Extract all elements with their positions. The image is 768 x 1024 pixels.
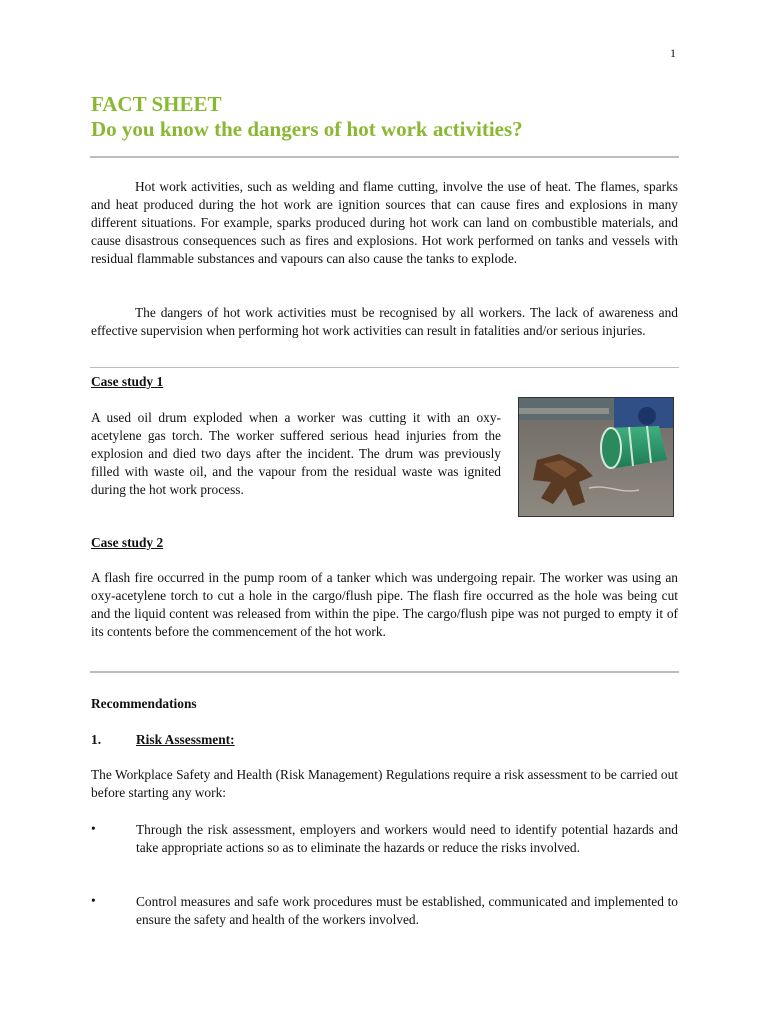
recommendation-1-heading bbox=[91, 731, 235, 749]
case-study-1-photo bbox=[518, 397, 674, 517]
page-title bbox=[91, 92, 691, 142]
divider-top bbox=[90, 156, 679, 158]
recommendation-1-number: 1. bbox=[91, 732, 102, 747]
intro-paragraph-1: Hot work activities, such as welding and flame cutting, involve the use of heat. The flames, sparks and heat produced during the hot work are ignition sources that can cause fires and explosions in many different situations. For example, sparks produced during hot work can land on combustible materials, and cause disastrous consequences such as fires and explosions. Hot work performed on tanks and vessels with residual flammable substances and vapours can also cause the tanks to explode. bbox=[91, 179, 678, 266]
title-fact-sheet: FACT SHEET bbox=[91, 92, 222, 116]
page-number: 1 bbox=[670, 46, 676, 60]
case-study-1-text: A used oil drum exploded when a worker was cutting it with an oxy-acetylene gas torch. The worker suffered serious head injuries from the explosion and died two days after the incident. The drum was previously filled with waste oil, and the vapour from the residual waste was ignited during the hot work process. bbox=[91, 410, 501, 497]
risk-assessment-intro: The Workplace Safety and Health (Risk Management) Regulations require a risk assessment to be carried out before starting any work: bbox=[91, 767, 678, 800]
recommendation-1-title: Risk Assessment: bbox=[136, 732, 235, 747]
bullet-2-marker: • bbox=[91, 893, 96, 908]
recommendations-heading: Recommendations bbox=[91, 696, 197, 711]
bullet-1-text: Through the risk assessment, employers and workers would need to identify potential hazards and take appropriate actions so as to eliminate the hazards or reduce the risks involved. bbox=[136, 822, 678, 855]
divider-before-case1 bbox=[90, 367, 679, 368]
title-question: Do you know the dangers of hot work activities? bbox=[91, 117, 523, 141]
bullet-1-marker: • bbox=[91, 821, 96, 836]
case-study-2-heading: Case study 2 bbox=[91, 535, 164, 550]
case-study-1-heading: Case study 1 bbox=[91, 374, 164, 389]
case-study-2-text: A flash fire occurred in the pump room of a tanker which was undergoing repair. The worker was using an oxy-acetylene torch to cut a hole in the cargo/flush pipe. The flash fire occurred as the hole was being cut and the liquid content was released from within the pipe. The cargo/flush pipe was not purged to empty it of its contents before the commencement of the hot work. bbox=[91, 570, 678, 639]
divider-before-recommendations bbox=[90, 671, 679, 673]
bullet-2-text: Control measures and safe work procedures must be established, communicated and implemented to ensure the safety and health of the workers involved. bbox=[136, 894, 678, 927]
intro-paragraph-2: The dangers of hot work activities must be recognised by all workers. The lack of awareness and effective supervision when performing hot work activities can result in fatalities and/or serious injuries. bbox=[91, 305, 678, 338]
